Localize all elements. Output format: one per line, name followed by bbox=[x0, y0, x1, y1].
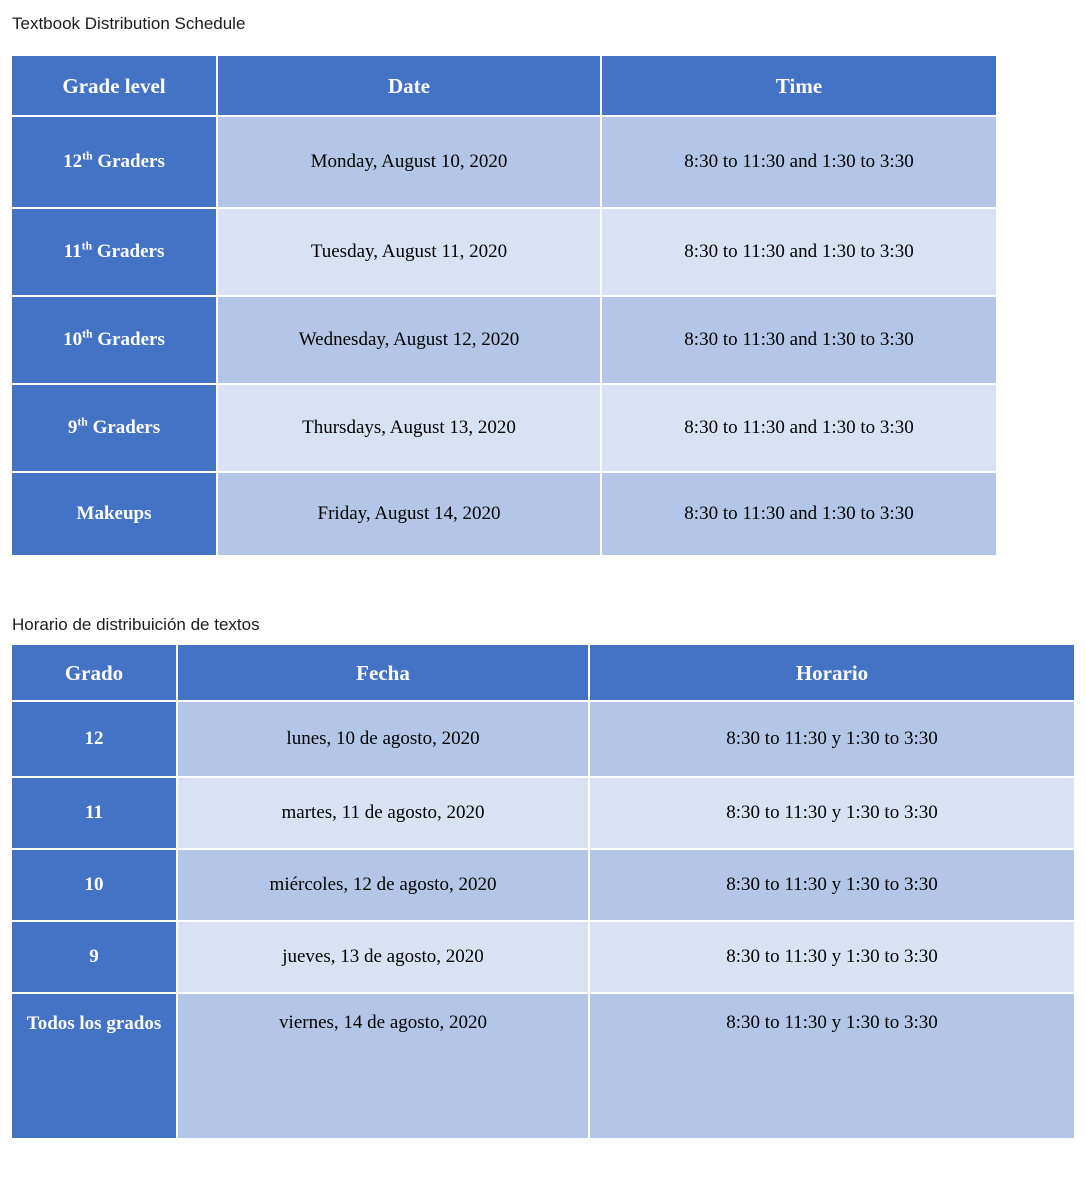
textbook-distribution-schedule-table-english bbox=[12, 56, 996, 555]
cell-fecha: lunes, 10 de agosto, 2020 bbox=[177, 701, 589, 777]
cell-grado: 12 bbox=[12, 701, 177, 777]
grade-label-rest: Graders bbox=[87, 417, 161, 438]
column-header-grade-level: Grade level bbox=[12, 56, 217, 116]
table-row bbox=[12, 701, 1074, 777]
table-row bbox=[12, 472, 996, 555]
cell-fecha: miércoles, 12 de agosto, 2020 bbox=[177, 849, 589, 921]
cell-grade-level bbox=[12, 116, 217, 208]
cell-time: 8:30 to 11:30 and 1:30 to 3:30 bbox=[601, 472, 996, 555]
cell-date: Friday, August 14, 2020 bbox=[217, 472, 601, 555]
column-header-time: Time bbox=[601, 56, 996, 116]
table-row bbox=[12, 849, 1074, 921]
cell-horario: 8:30 to 11:30 y 1:30 to 3:30 bbox=[589, 921, 1074, 993]
section-divider bbox=[0, 555, 1086, 615]
table-row bbox=[12, 384, 996, 472]
cell-time: 8:30 to 11:30 and 1:30 to 3:30 bbox=[601, 296, 996, 384]
cell-time: 8:30 to 11:30 and 1:30 to 3:30 bbox=[601, 116, 996, 208]
cell-grade-level bbox=[12, 384, 217, 472]
cell-date: Tuesday, August 11, 2020 bbox=[217, 208, 601, 296]
table-row bbox=[12, 921, 1074, 993]
table-row bbox=[12, 208, 996, 296]
cell-grado: 11 bbox=[12, 777, 177, 849]
grade-number: 11 bbox=[63, 241, 82, 262]
cell-fecha: martes, 11 de agosto, 2020 bbox=[177, 777, 589, 849]
cell-horario: 8:30 to 11:30 y 1:30 to 3:30 bbox=[589, 777, 1074, 849]
grade-ordinal-suffix: th bbox=[77, 415, 88, 429]
cell-time: 8:30 to 11:30 and 1:30 to 3:30 bbox=[601, 208, 996, 296]
grade-number: Makeups bbox=[76, 503, 152, 524]
cell-grado: Todos los grados bbox=[12, 993, 177, 1139]
cell-grade-level bbox=[12, 208, 217, 296]
cell-grado: 10 bbox=[12, 849, 177, 921]
cell-date: Wednesday, August 12, 2020 bbox=[217, 296, 601, 384]
grade-ordinal-suffix: th bbox=[82, 327, 93, 341]
table-row bbox=[12, 993, 1074, 1139]
cell-grade-level bbox=[12, 296, 217, 384]
grade-ordinal-suffix: th bbox=[82, 149, 93, 163]
grade-number: 9 bbox=[67, 417, 78, 438]
cell-date: Thursdays, August 13, 2020 bbox=[217, 384, 601, 472]
grade-number: 12 bbox=[63, 151, 83, 172]
cell-date: Monday, August 10, 2020 bbox=[217, 116, 601, 208]
grade-label-rest: Graders bbox=[92, 241, 165, 262]
grade-ordinal-suffix: th bbox=[81, 239, 93, 253]
english-table-caption: Textbook Distribution Schedule bbox=[12, 14, 246, 33]
cell-horario: 8:30 to 11:30 y 1:30 to 3:30 bbox=[589, 701, 1074, 777]
cell-horario: 8:30 to 11:30 y 1:30 to 3:30 bbox=[589, 993, 1074, 1139]
table-row bbox=[12, 116, 996, 208]
grade-label-rest: Graders bbox=[92, 151, 165, 172]
table-header-row bbox=[12, 56, 996, 116]
column-header-grado: Grado bbox=[12, 645, 177, 701]
grade-label-rest: Graders bbox=[92, 329, 165, 350]
cell-grade-level bbox=[12, 472, 217, 555]
column-header-fecha: Fecha bbox=[177, 645, 589, 701]
cell-horario: 8:30 to 11:30 y 1:30 to 3:30 bbox=[589, 849, 1074, 921]
spanish-table-caption: Horario de distribuición de textos bbox=[12, 615, 260, 634]
cell-fecha: viernes, 14 de agosto, 2020 bbox=[177, 993, 589, 1139]
grade-number: 10 bbox=[63, 329, 83, 350]
table-row bbox=[12, 296, 996, 384]
cell-time: 8:30 to 11:30 and 1:30 to 3:30 bbox=[601, 384, 996, 472]
textbook-distribution-schedule-table-spanish bbox=[12, 645, 1074, 1140]
table-header-row bbox=[12, 645, 1074, 701]
column-header-date: Date bbox=[217, 56, 601, 116]
cell-fecha: jueves, 13 de agosto, 2020 bbox=[177, 921, 589, 993]
column-header-horario: Horario bbox=[589, 645, 1074, 701]
table-row bbox=[12, 777, 1074, 849]
cell-grado: 9 bbox=[12, 921, 177, 993]
